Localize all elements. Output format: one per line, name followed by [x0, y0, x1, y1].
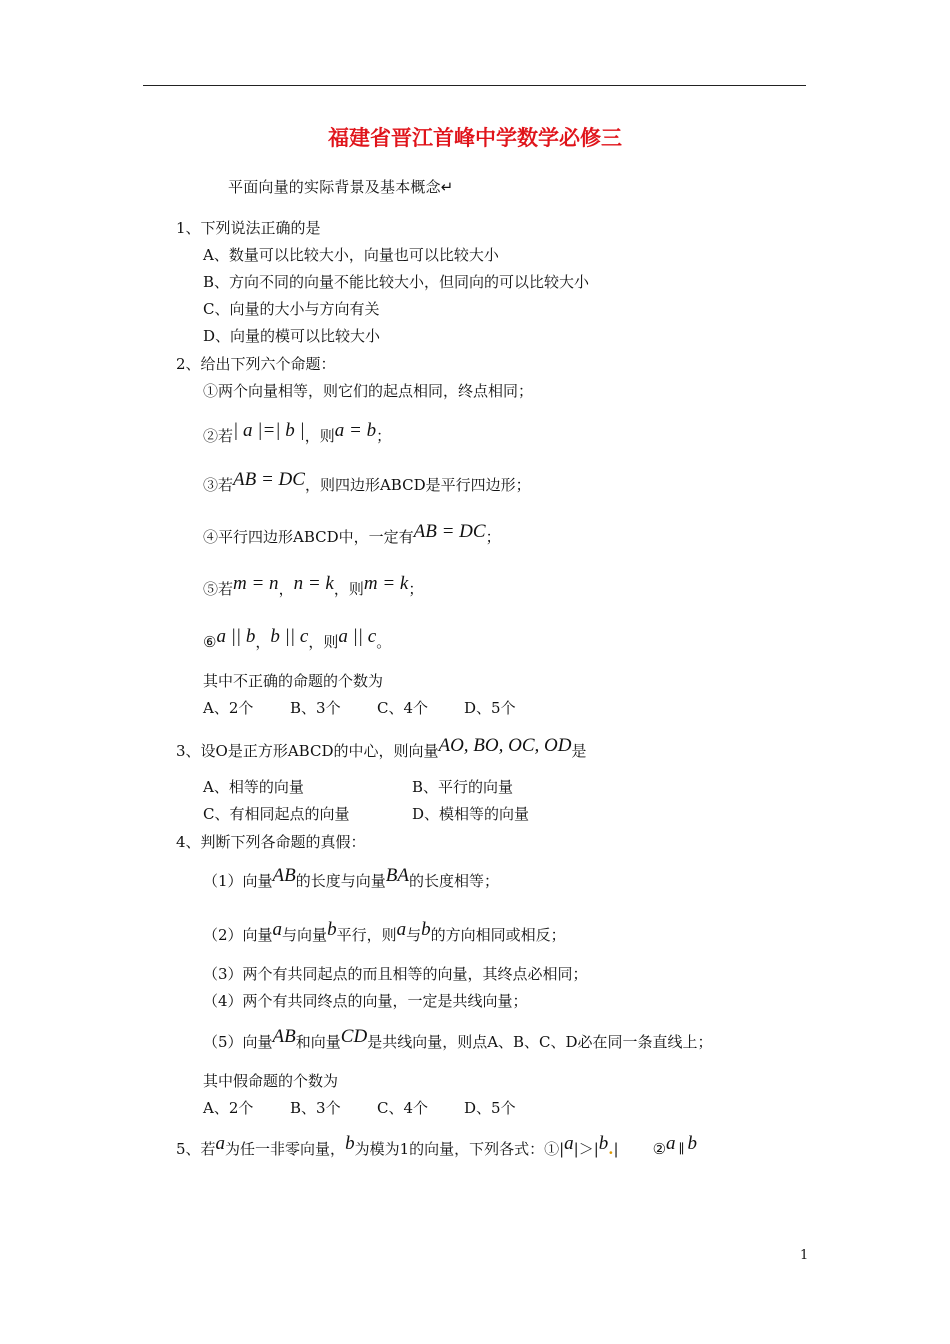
- q4-options: [203, 1098, 516, 1118]
- q2-question: 其中不正确的命题的个数为: [203, 672, 384, 690]
- q2-p3-formula: AB = DC: [233, 469, 305, 490]
- q2-option: B、3个: [290, 699, 341, 717]
- q2-prop-2: ②若| a |=| b |，则a = b；: [203, 420, 392, 445]
- q4-stem: 4、判断下列各命题的真假：: [176, 833, 366, 851]
- q3-stem: 3、设O是正方形ABCD的中心，则向量AO, BO, OC, OD是: [176, 735, 587, 760]
- q2-p4-formula: AB = DC: [413, 521, 486, 542]
- q2-prop-3: ③若AB = DC，则四边形ABCD是平行四边形；: [203, 469, 531, 494]
- q2-prop-4: ④平行四边形ABCD中，一定有AB = DC；: [203, 521, 501, 546]
- q2-option: A、2个: [203, 699, 254, 717]
- q1-option-c: C、向量的大小与方向有关: [203, 300, 380, 318]
- q4-statement-1: （1）向量AB的长度与向量BA的长度相等；: [203, 865, 500, 890]
- q4-statement-5: （5）向量AB和向量CD是共线向量，则点A、B、C、D必在同一条直线上；: [203, 1026, 713, 1051]
- q3-option-b: B、平行的向量: [412, 778, 514, 796]
- q2-stem: 2、给出下列六个命题：: [176, 355, 336, 373]
- q1-option-a: A、数量可以比较大小，向量也可以比较大小: [203, 246, 499, 264]
- q4-option: A、2个: [203, 1099, 254, 1117]
- q2-prop-5: ⑤若m = n，n = k，则m = k；: [203, 573, 424, 598]
- page-number: 1: [800, 1248, 809, 1263]
- q4-option: D、5个: [464, 1099, 516, 1117]
- q4-statement-2: （2）向量a与向量b平行，则a与b的方向相同或相反；: [203, 919, 566, 944]
- q2-option: D、5个: [464, 699, 516, 717]
- q3-formula: AO, BO, OC, OD: [438, 735, 572, 756]
- header-rule: [143, 85, 806, 86]
- document-title: 福建省晋江首峰中学数学必修三: [328, 126, 622, 150]
- q5-stem: 5、若a为任一非零向量，b为模为1的向量，下列各式：①|a|＞|b.| ②a ∥ b: [176, 1133, 698, 1158]
- q4-statement-4: （4）两个有共同终点的向量，一定是共线向量；: [203, 992, 528, 1010]
- document-subtitle: 平面向量的实际背景及基本概念↵: [228, 178, 454, 196]
- q2-option: C、4个: [377, 699, 429, 717]
- q1-stem: 1、下列说法正确的是: [176, 219, 321, 237]
- q2-prop-6: ⑥a || b，b || c，则a || c。: [203, 626, 392, 651]
- q4-option: C、4个: [377, 1099, 429, 1117]
- q2-options: [203, 698, 516, 718]
- q3-option-d: D、模相等的向量: [412, 805, 530, 823]
- q1-option-b: B、方向不同的向量不能比较大小，但同向的可以比较大小: [203, 273, 590, 291]
- q2-prop-1: ①两个向量相等，则它们的起点相同，终点相同；: [203, 382, 534, 400]
- q1-option-d: D、向量的模可以比较大小: [203, 327, 381, 345]
- q3-option-c: C、有相同起点的向量: [203, 805, 350, 823]
- q2-p2-formula-2: a = b: [334, 420, 377, 441]
- q2-p2-formula-1: | a |=| b |: [233, 420, 305, 441]
- q4-option: B、3个: [290, 1099, 341, 1117]
- q4-statement-3: （3）两个有共同起点的而且相等的向量，其终点必相同；: [203, 965, 588, 983]
- q3-option-a: A、相等的向量: [203, 778, 304, 796]
- q4-question: 其中假命题的个数为: [203, 1072, 339, 1090]
